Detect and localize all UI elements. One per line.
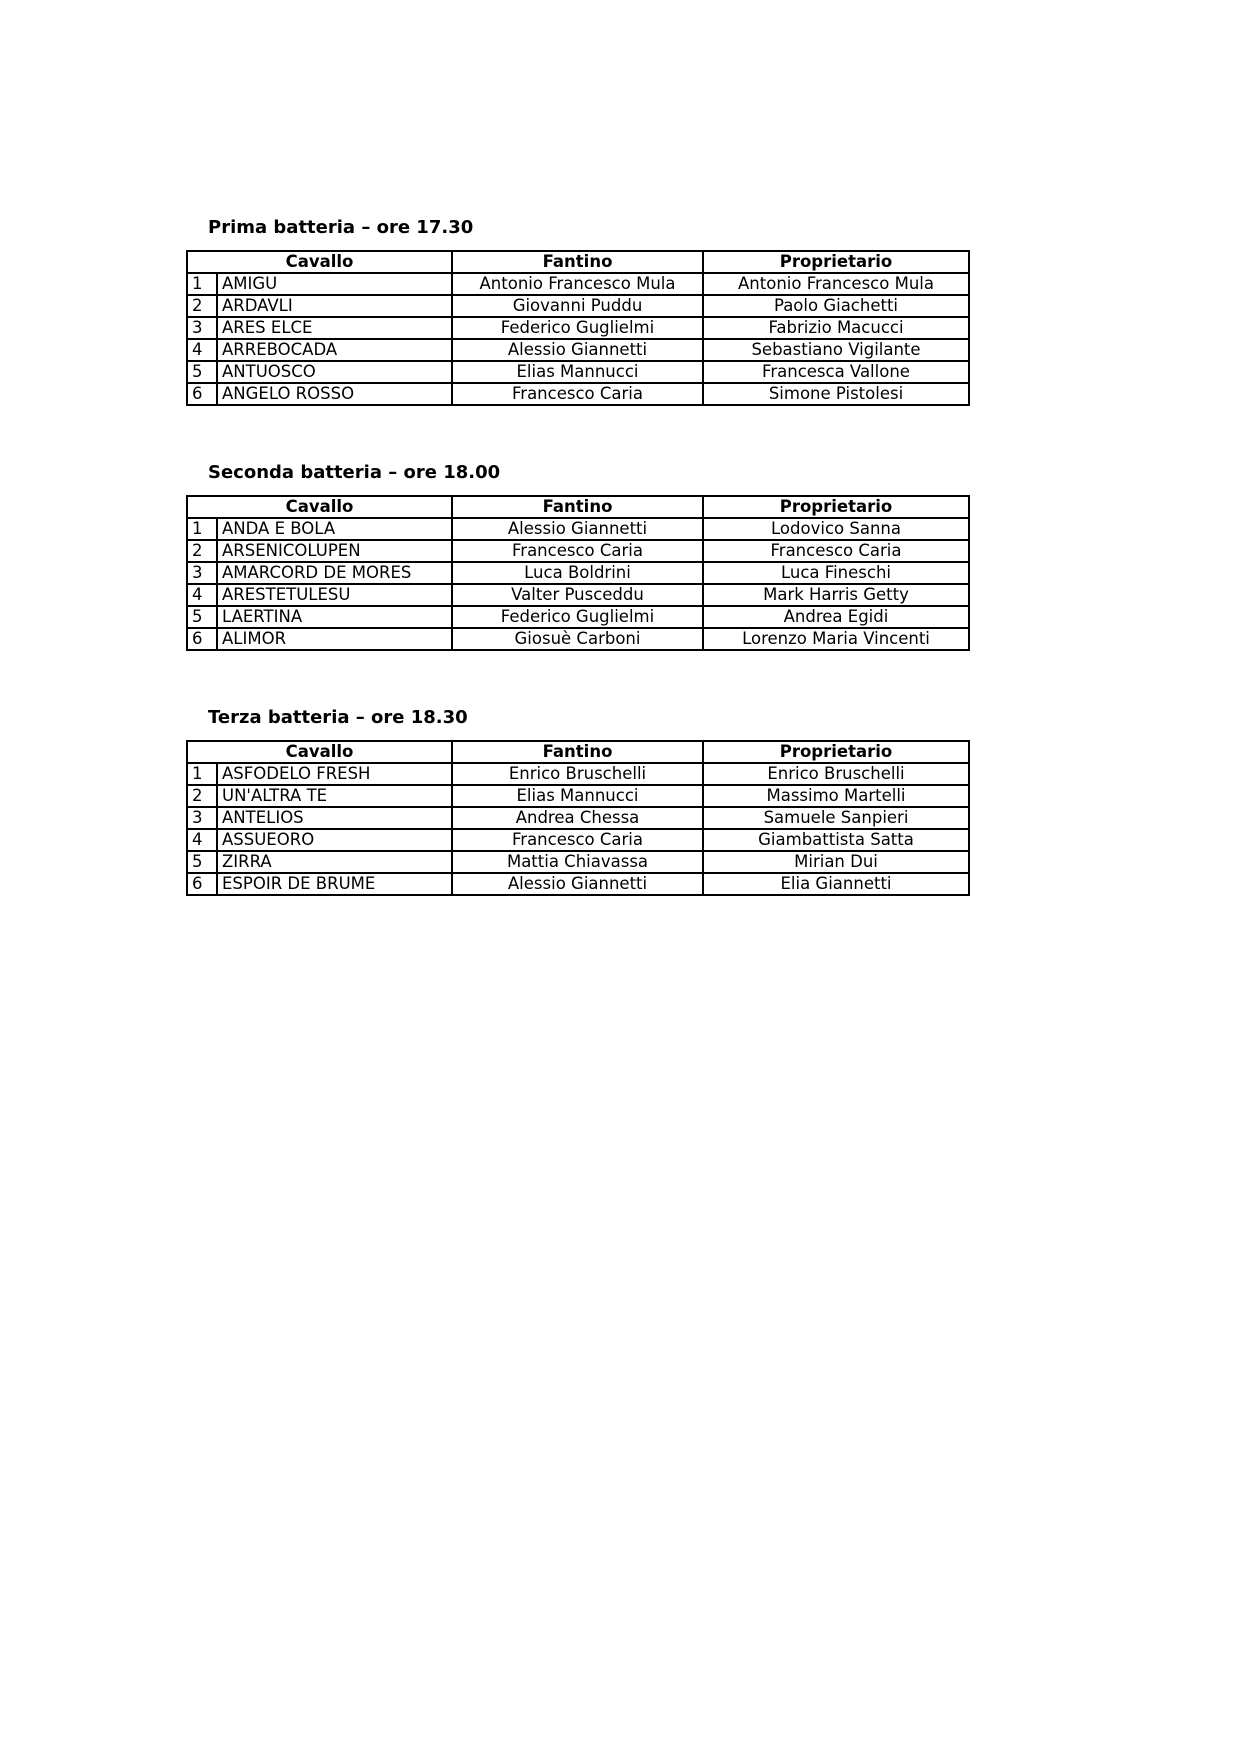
heat-title: Prima batteria – ore 17.30	[208, 217, 474, 238]
horse-name: AMIGU	[217, 273, 452, 295]
jockey-name: Alessio Giannetti	[452, 339, 703, 361]
row-number: 2	[187, 540, 217, 562]
horse-name: UN'ALTRA TE	[217, 785, 452, 807]
owner-name: Francesca Vallone	[703, 361, 969, 383]
table-row	[187, 317, 969, 339]
row-number: 3	[187, 562, 217, 584]
table-row	[187, 383, 969, 405]
horse-name: ANDA E BOLA	[217, 518, 452, 540]
column-header-proprietario: Proprietario	[703, 741, 969, 763]
jockey-name: Enrico Bruschelli	[452, 763, 703, 785]
row-number: 6	[187, 628, 217, 650]
horse-name: ASSUEORO	[217, 829, 452, 851]
jockey-name: Giosuè Carboni	[452, 628, 703, 650]
row-number: 1	[187, 518, 217, 540]
row-number: 6	[187, 873, 217, 895]
owner-name: Mark Harris Getty	[703, 584, 969, 606]
column-header-cavallo: Cavallo	[187, 251, 452, 273]
row-number: 4	[187, 829, 217, 851]
owner-name: Giambattista Satta	[703, 829, 969, 851]
horse-name: ASFODELO FRESH	[217, 763, 452, 785]
horse-name: ARDAVLI	[217, 295, 452, 317]
row-number: 4	[187, 339, 217, 361]
table-row	[187, 273, 969, 295]
heat-table	[186, 495, 970, 651]
row-number: 2	[187, 785, 217, 807]
horse-name: AMARCORD DE MORES	[217, 562, 452, 584]
jockey-name: Alessio Giannetti	[452, 518, 703, 540]
column-header-fantino: Fantino	[452, 741, 703, 763]
jockey-name: Elias Mannucci	[452, 785, 703, 807]
table-row	[187, 540, 969, 562]
horse-name: ARSENICOLUPEN	[217, 540, 452, 562]
owner-name: Mirian Dui	[703, 851, 969, 873]
owner-name: Massimo Martelli	[703, 785, 969, 807]
horse-name: ARREBOCADA	[217, 339, 452, 361]
row-number: 5	[187, 851, 217, 873]
table-row	[187, 829, 969, 851]
horse-name: ZIRRA	[217, 851, 452, 873]
owner-name: Simone Pistolesi	[703, 383, 969, 405]
table-header-row	[187, 496, 969, 518]
jockey-name: Federico Guglielmi	[452, 317, 703, 339]
horse-name: ANTUOSCO	[217, 361, 452, 383]
jockey-name: Valter Pusceddu	[452, 584, 703, 606]
heat-title: Terza batteria – ore 18.30	[208, 707, 468, 728]
table-header-row	[187, 251, 969, 273]
jockey-name: Elias Mannucci	[452, 361, 703, 383]
horse-name: ANGELO ROSSO	[217, 383, 452, 405]
owner-name: Antonio Francesco Mula	[703, 273, 969, 295]
owner-name: Lodovico Sanna	[703, 518, 969, 540]
column-header-proprietario: Proprietario	[703, 496, 969, 518]
table-row	[187, 295, 969, 317]
jockey-name: Alessio Giannetti	[452, 873, 703, 895]
row-number: 1	[187, 763, 217, 785]
table-row	[187, 873, 969, 895]
table-row	[187, 807, 969, 829]
owner-name: Samuele Sanpieri	[703, 807, 969, 829]
horse-name: ANTELIOS	[217, 807, 452, 829]
column-header-fantino: Fantino	[452, 496, 703, 518]
horse-name: LAERTINA	[217, 606, 452, 628]
owner-name: Paolo Giachetti	[703, 295, 969, 317]
row-number: 4	[187, 584, 217, 606]
owner-name: Fabrizio Macucci	[703, 317, 969, 339]
table-row	[187, 584, 969, 606]
table-row	[187, 763, 969, 785]
owner-name: Andrea Egidi	[703, 606, 969, 628]
row-number: 5	[187, 361, 217, 383]
heat-table	[186, 740, 970, 896]
row-number: 5	[187, 606, 217, 628]
jockey-name: Andrea Chessa	[452, 807, 703, 829]
horse-name: ALIMOR	[217, 628, 452, 650]
table-row	[187, 628, 969, 650]
horse-name: ARES ELCE	[217, 317, 452, 339]
table-row	[187, 785, 969, 807]
table-row	[187, 339, 969, 361]
row-number: 6	[187, 383, 217, 405]
owner-name: Francesco Caria	[703, 540, 969, 562]
table-row	[187, 851, 969, 873]
jockey-name: Giovanni Puddu	[452, 295, 703, 317]
table-header-row	[187, 741, 969, 763]
owner-name: Enrico Bruschelli	[703, 763, 969, 785]
horse-name: ARESTETULESU	[217, 584, 452, 606]
heat-title: Seconda batteria – ore 18.00	[208, 462, 501, 483]
column-header-cavallo: Cavallo	[187, 496, 452, 518]
jockey-name: Luca Boldrini	[452, 562, 703, 584]
table-row	[187, 518, 969, 540]
row-number: 1	[187, 273, 217, 295]
table-row	[187, 361, 969, 383]
horse-name: ESPOIR DE BRUME	[217, 873, 452, 895]
row-number: 2	[187, 295, 217, 317]
owner-name: Sebastiano Vigilante	[703, 339, 969, 361]
jockey-name: Francesco Caria	[452, 383, 703, 405]
owner-name: Lorenzo Maria Vincenti	[703, 628, 969, 650]
heat-table	[186, 250, 970, 406]
jockey-name: Mattia Chiavassa	[452, 851, 703, 873]
owner-name: Elia Giannetti	[703, 873, 969, 895]
jockey-name: Francesco Caria	[452, 829, 703, 851]
column-header-fantino: Fantino	[452, 251, 703, 273]
jockey-name: Francesco Caria	[452, 540, 703, 562]
column-header-proprietario: Proprietario	[703, 251, 969, 273]
owner-name: Luca Fineschi	[703, 562, 969, 584]
jockey-name: Antonio Francesco Mula	[452, 273, 703, 295]
row-number: 3	[187, 317, 217, 339]
column-header-cavallo: Cavallo	[187, 741, 452, 763]
jockey-name: Federico Guglielmi	[452, 606, 703, 628]
row-number: 3	[187, 807, 217, 829]
table-row	[187, 606, 969, 628]
table-row	[187, 562, 969, 584]
